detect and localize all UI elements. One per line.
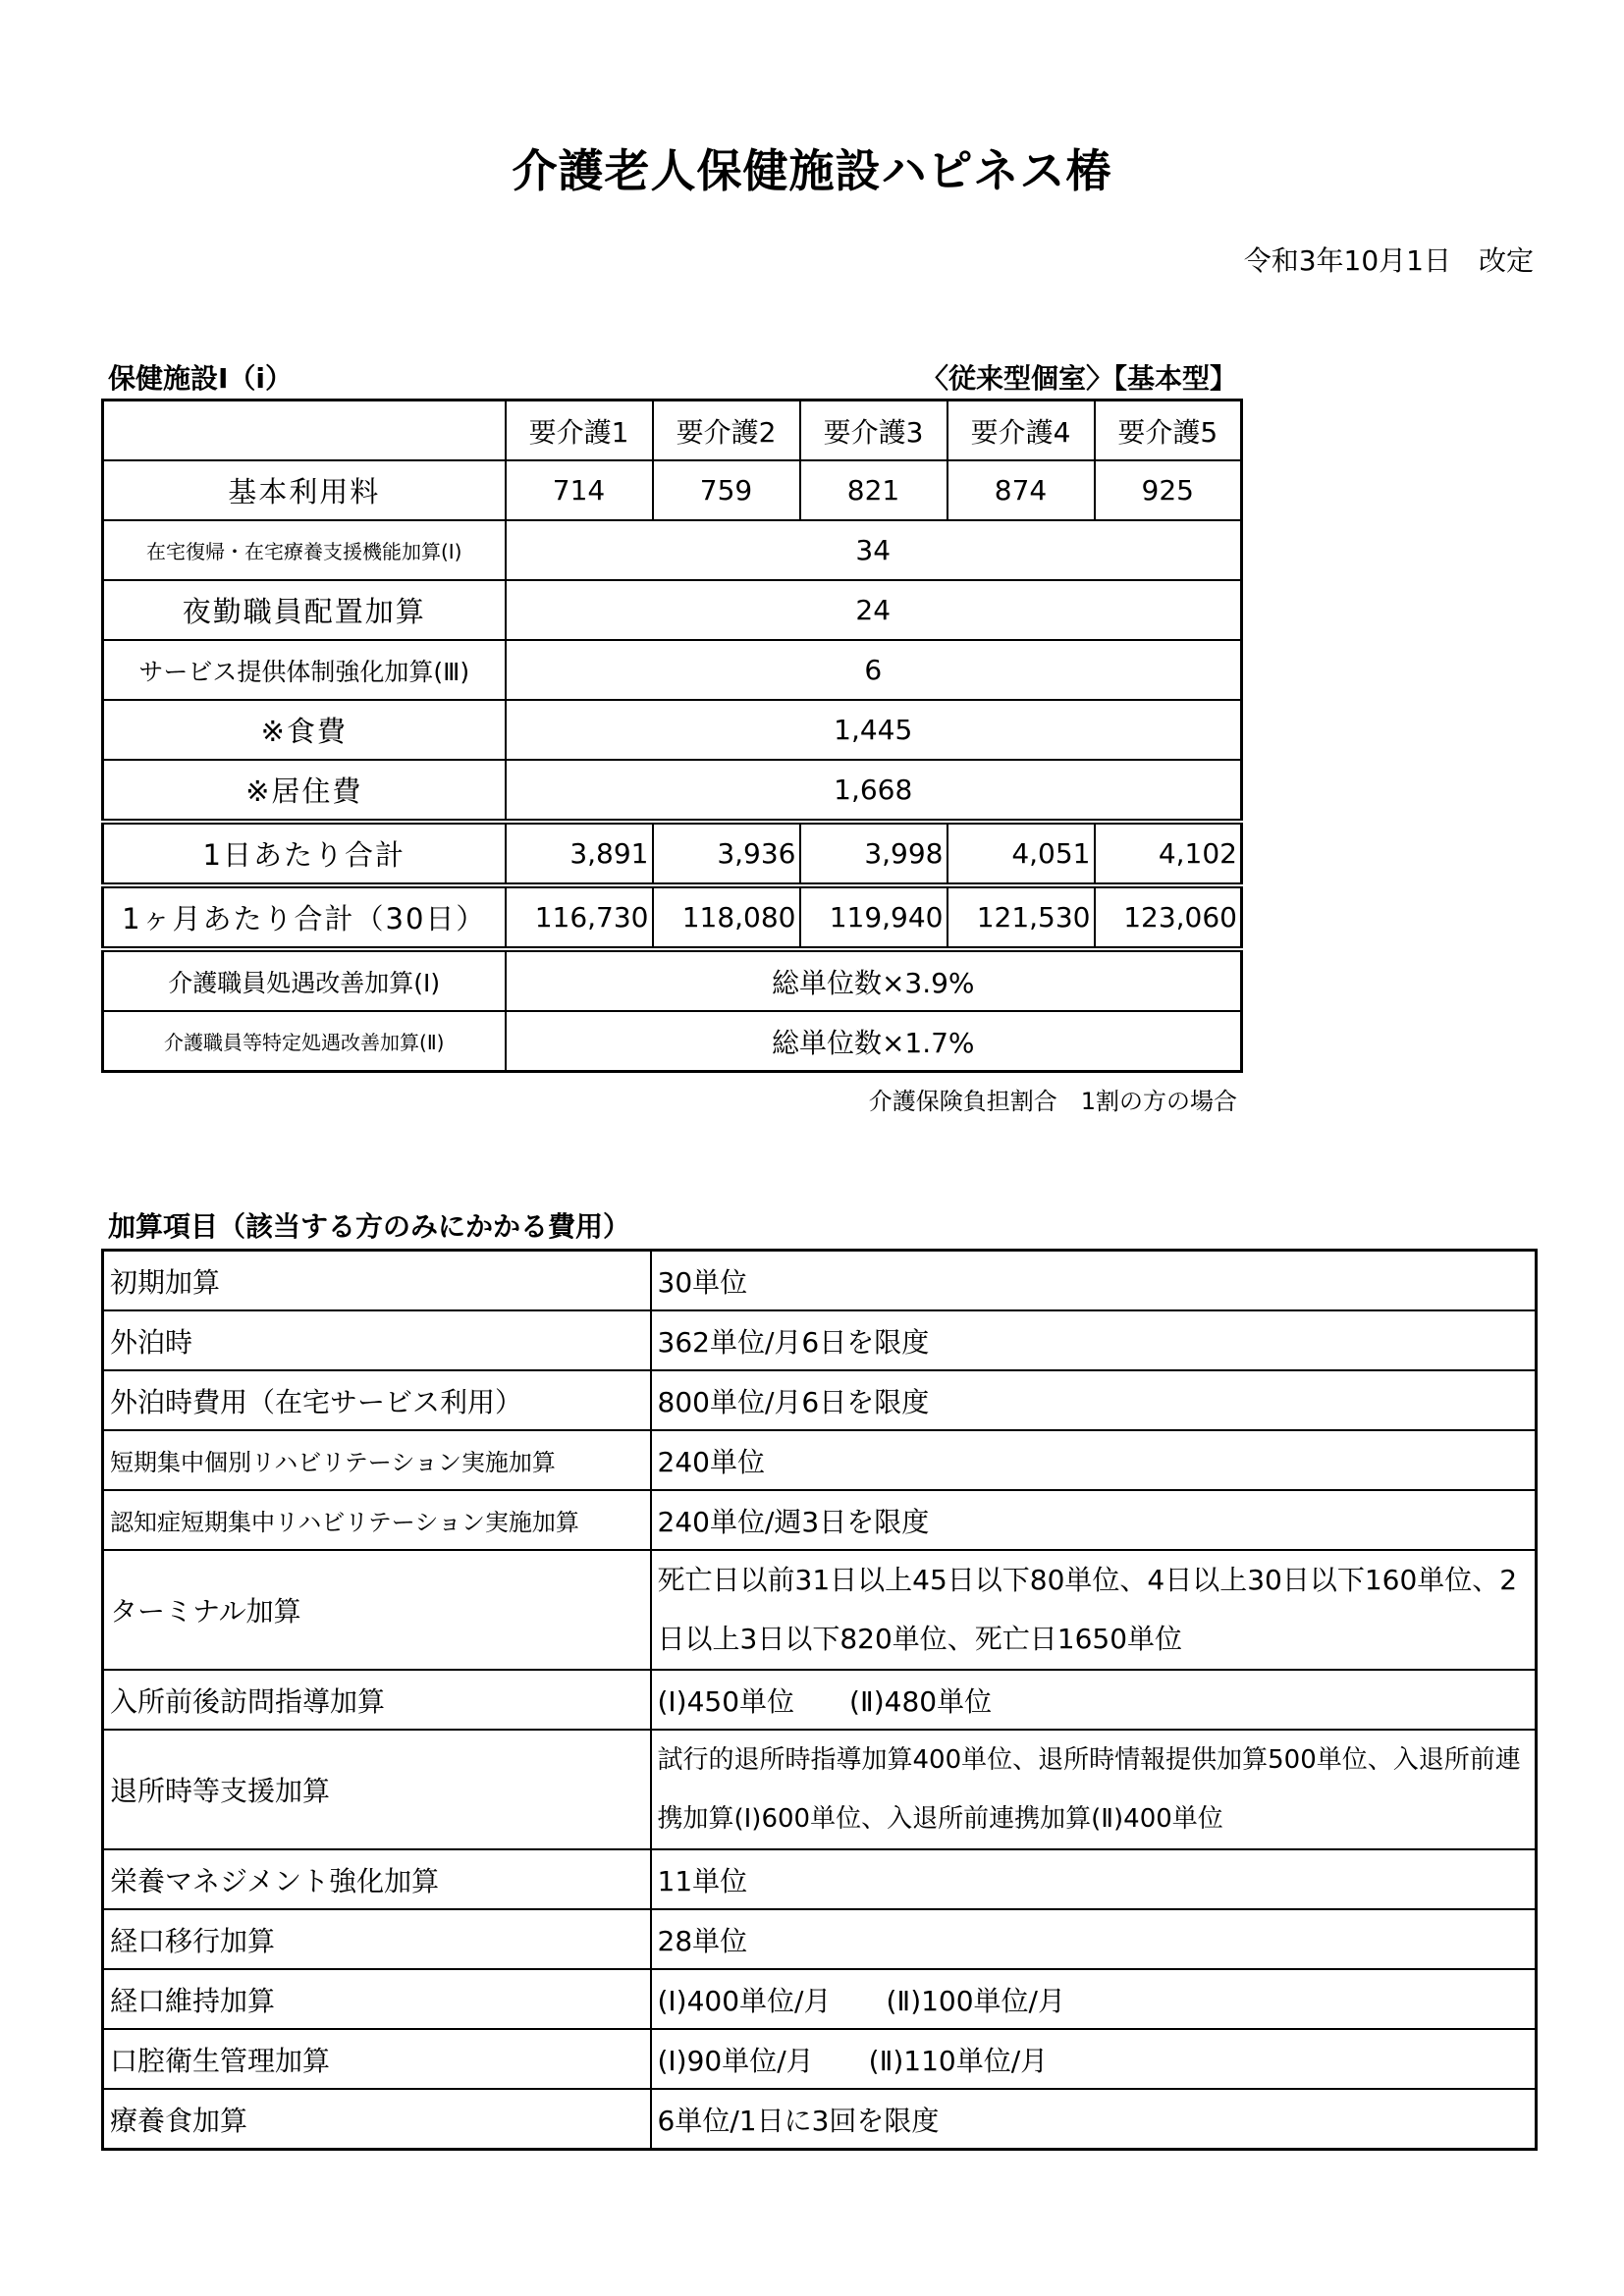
table-row xyxy=(103,1909,1537,1969)
table-row xyxy=(103,1849,1537,1909)
value-cell: 874 xyxy=(947,460,1095,520)
item-name: 口腔衛生管理加算 xyxy=(103,2029,651,2089)
header-cell: 要介護4 xyxy=(947,400,1095,461)
facility-type-label: 保健施設Ⅰ（ⅰ） xyxy=(108,362,294,395)
value-cell: 総単位数×1.7% xyxy=(506,1011,1242,1072)
item-value: 240単位 xyxy=(651,1430,1537,1490)
value-cell: 3,891 xyxy=(506,822,653,885)
value-cell: 925 xyxy=(1095,460,1242,520)
home-return-support-row xyxy=(103,520,1242,580)
table-row xyxy=(103,1430,1537,1490)
item-value: 11単位 xyxy=(651,1849,1537,1909)
item-name: 短期集中個別リハビリテーション実施加算 xyxy=(103,1430,651,1490)
item-value: (Ⅰ)400単位/月 (Ⅱ)100単位/月 xyxy=(651,1969,1537,2029)
table-row xyxy=(103,1251,1537,1311)
header-cell xyxy=(103,400,506,461)
residence-cost-row xyxy=(103,760,1242,822)
room-type-label: 〈従来型個室〉【基本型】 xyxy=(920,362,1237,395)
table-row xyxy=(103,1550,1537,1670)
row-label: 基本利用料 xyxy=(103,460,506,520)
value-cell: 24 xyxy=(506,580,1242,640)
item-value: 6単位/1日に3回を限度 xyxy=(651,2089,1537,2150)
additional-items-table xyxy=(101,1249,1538,2151)
header-cell: 要介護2 xyxy=(653,400,800,461)
row-label: 介護職員処遇改善加算(Ⅰ) xyxy=(103,949,506,1011)
page-title: 介護老人保健施設ハピネス椿 xyxy=(512,144,1112,197)
value-cell: 4,102 xyxy=(1095,822,1242,885)
item-name: 外泊時費用（在宅サービス利用） xyxy=(103,1370,651,1430)
item-name: 療養食加算 xyxy=(103,2089,651,2150)
value-cell: 34 xyxy=(506,520,1242,580)
item-value: 30単位 xyxy=(651,1251,1537,1311)
row-label: ※食費 xyxy=(103,700,506,760)
item-name: 入所前後訪問指導加算 xyxy=(103,1670,651,1730)
header-cell: 要介護1 xyxy=(506,400,653,461)
item-name: 初期加算 xyxy=(103,1251,651,1311)
item-name: 認知症短期集中リハビリテーション実施加算 xyxy=(103,1490,651,1550)
item-name: 栄養マネジメント強化加算 xyxy=(103,1849,651,1909)
care-staff-improvement-row xyxy=(103,949,1242,1011)
item-name: 退所時等支援加算 xyxy=(103,1730,651,1849)
value-cell: 821 xyxy=(800,460,947,520)
table-row xyxy=(103,2029,1537,2089)
value-cell: 119,940 xyxy=(800,885,947,949)
meal-cost-row xyxy=(103,700,1242,760)
item-value: (Ⅰ)450単位 (Ⅱ)480単位 xyxy=(651,1670,1537,1730)
item-value: 800単位/月6日を限度 xyxy=(651,1370,1537,1430)
value-cell: 総単位数×3.9% xyxy=(506,949,1242,1011)
item-name: ターミナル加算 xyxy=(103,1550,651,1670)
insurance-note: 介護保険負担割合 1割の方の場合 xyxy=(868,1088,1237,1115)
additional-items-title: 加算項目（該当する方のみにかかる費用） xyxy=(108,1210,631,1243)
item-value: 362単位/月6日を限度 xyxy=(651,1310,1537,1370)
revision-date: 令和3年10月1日 改定 xyxy=(1243,244,1534,277)
item-value: (Ⅰ)90単位/月 (Ⅱ)110単位/月 xyxy=(651,2029,1537,2089)
table-row xyxy=(103,1969,1537,2029)
row-label: 夜勤職員配置加算 xyxy=(103,580,506,640)
value-cell: 123,060 xyxy=(1095,885,1242,949)
value-cell: 759 xyxy=(653,460,800,520)
header-row xyxy=(103,400,1242,461)
item-value: 240単位/週3日を限度 xyxy=(651,1490,1537,1550)
daily-total-row xyxy=(103,822,1242,885)
value-cell: 118,080 xyxy=(653,885,800,949)
row-label: 1ヶ月あたり合計（30日） xyxy=(103,885,506,949)
specific-improvement-row xyxy=(103,1011,1242,1072)
table-row xyxy=(103,1670,1537,1730)
basic-fee-row xyxy=(103,460,1242,520)
value-cell: 6 xyxy=(506,640,1242,700)
value-cell: 116,730 xyxy=(506,885,653,949)
value-cell: 4,051 xyxy=(947,822,1095,885)
table-row xyxy=(103,1730,1537,1849)
table-row xyxy=(103,2089,1537,2150)
value-cell: 3,936 xyxy=(653,822,800,885)
item-value: 試行的退所時指導加算400単位、退所時情報提供加算500単位、入退所前連携加算(Ⅰ)600単位、入退所前連携加算(Ⅱ)400単位 xyxy=(651,1730,1537,1849)
item-value: 死亡日以前31日以上45日以下80単位、4日以上30日以下160単位、2日以上3日以下820単位、死亡日1650単位 xyxy=(651,1550,1537,1670)
item-name: 経口移行加算 xyxy=(103,1909,651,1969)
fee-table xyxy=(101,399,1243,1073)
row-label: 1日あたり合計 xyxy=(103,822,506,885)
table-row xyxy=(103,1490,1537,1550)
row-label: 介護職員等特定処遇改善加算(Ⅱ) xyxy=(103,1011,506,1072)
row-label: ※居住費 xyxy=(103,760,506,822)
item-name: 外泊時 xyxy=(103,1310,651,1370)
table-row xyxy=(103,1310,1537,1370)
table-row xyxy=(103,1370,1537,1430)
value-cell: 1,668 xyxy=(506,760,1242,822)
monthly-total-row xyxy=(103,885,1242,949)
item-name: 経口維持加算 xyxy=(103,1969,651,2029)
row-label: 在宅復帰・在宅療養支援機能加算(Ⅰ) xyxy=(103,520,506,580)
value-cell: 121,530 xyxy=(947,885,1095,949)
value-cell: 714 xyxy=(506,460,653,520)
value-cell: 1,445 xyxy=(506,700,1242,760)
night-staff-row xyxy=(103,580,1242,640)
header-cell: 要介護5 xyxy=(1095,400,1242,461)
row-label: サービス提供体制強化加算(Ⅲ) xyxy=(103,640,506,700)
item-value: 28単位 xyxy=(651,1909,1537,1969)
service-system-row xyxy=(103,640,1242,700)
header-cell: 要介護3 xyxy=(800,400,947,461)
value-cell: 3,998 xyxy=(800,822,947,885)
